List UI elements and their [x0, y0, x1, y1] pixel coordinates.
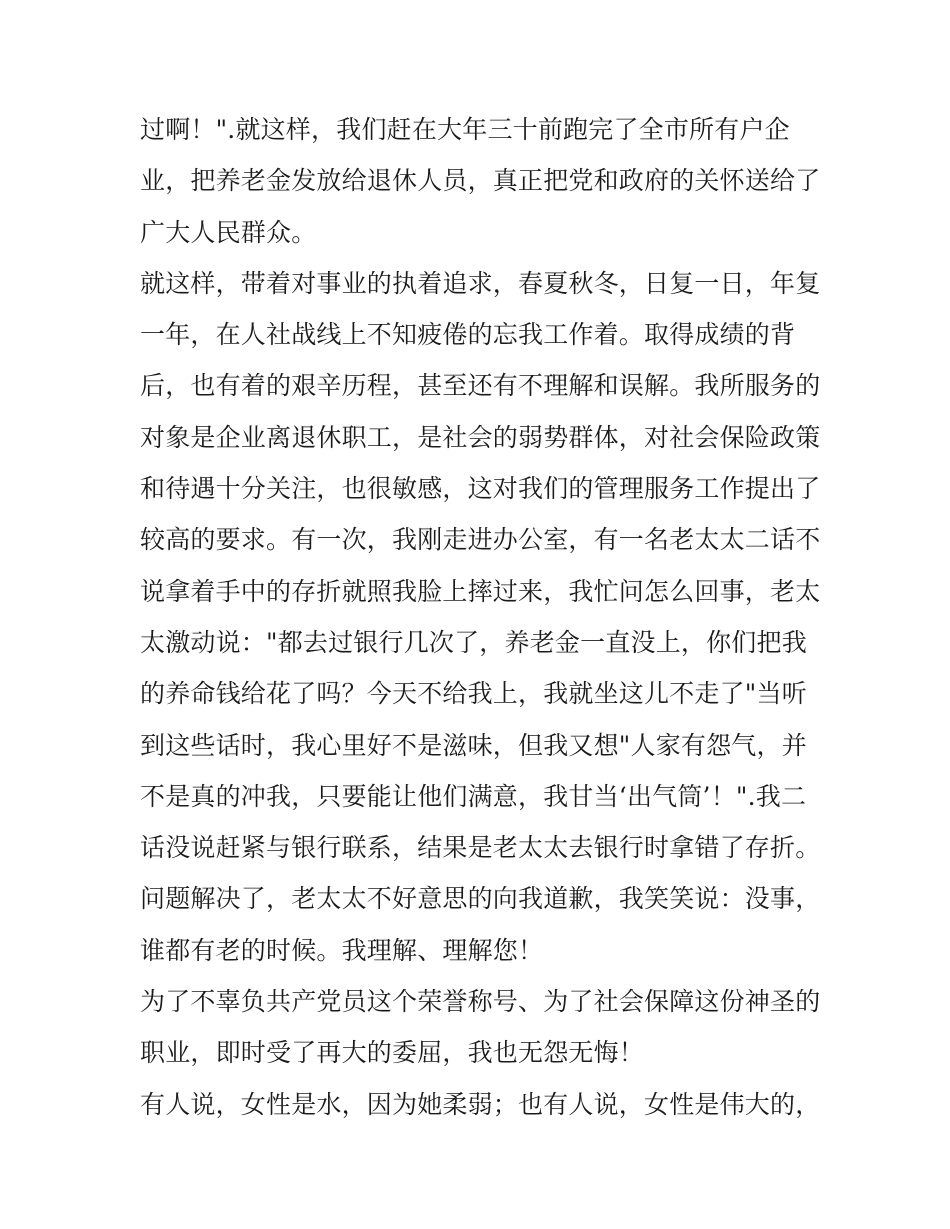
text-line: 和待遇十分关注，也很敏感，这对我们的管理服务工作提出了 [140, 474, 821, 504]
text-line: 有人说，女性是水，因为她柔弱；也有人说，女性是伟大的， [140, 1089, 821, 1119]
text-line: 业，把养老金发放给退休人员，真正把党和政府的关怀送给了 [140, 166, 821, 196]
text-line: 的养命钱给花了吗？今天不给我上，我就坐这儿不走了"当听 [140, 679, 807, 709]
text-line: 话没说赶紧与银行联系，结果是老太太去银行时拿错了存折。 [140, 833, 821, 863]
text-line: 就这样，带着对事业的执着追求，春夏秋冬，日复一日，年复 [140, 268, 821, 298]
text-line: 太激动说："都去过银行几次了，养老金一直没上，你们把我 [140, 627, 807, 657]
text-line: 说拿着手中的存折就照我脸上摔过来，我忙问怎么回事，老太 [140, 576, 821, 606]
text-line: 过啊！".就这样，我们赶在大年三十前跑完了全市所有户企 [140, 115, 790, 144]
text-line: 一年，在人社战线上不知疲倦的忘我工作着。取得成绩的背 [140, 320, 796, 350]
text-line: 谁都有老的时候。我理解、理解您！ [140, 935, 544, 965]
text-line: 到这些话时，我心里好不是滋味，但我又想"人家有怨气，并 [140, 730, 807, 760]
body-text [140, 104, 820, 1130]
text-line: 问题解决了，老太太不好意思的向我道歉，我笑笑说：没事， [140, 884, 821, 914]
text-line: 不是真的冲我，只要能让他们满意，我甘当‘出气筒’！".我二 [140, 781, 807, 811]
text-line: 较高的要求。有一次，我刚走进办公室，有一名老太太二话不 [140, 525, 821, 555]
text-line: 职业，即时受了再大的委屈，我也无怨无悔！ [140, 1038, 645, 1068]
text-line: 后，也有着的艰辛历程，甚至还有不理解和误解。我所服务的 [140, 371, 821, 401]
text-line: 对象是企业离退休职工，是社会的弱势群体，对社会保险政策 [140, 422, 821, 452]
text-line: 广大人民群众。 [140, 217, 317, 247]
text-line: 为了不辜负共产党员这个荣誉称号、为了社会保障这份神圣的 [140, 987, 821, 1017]
